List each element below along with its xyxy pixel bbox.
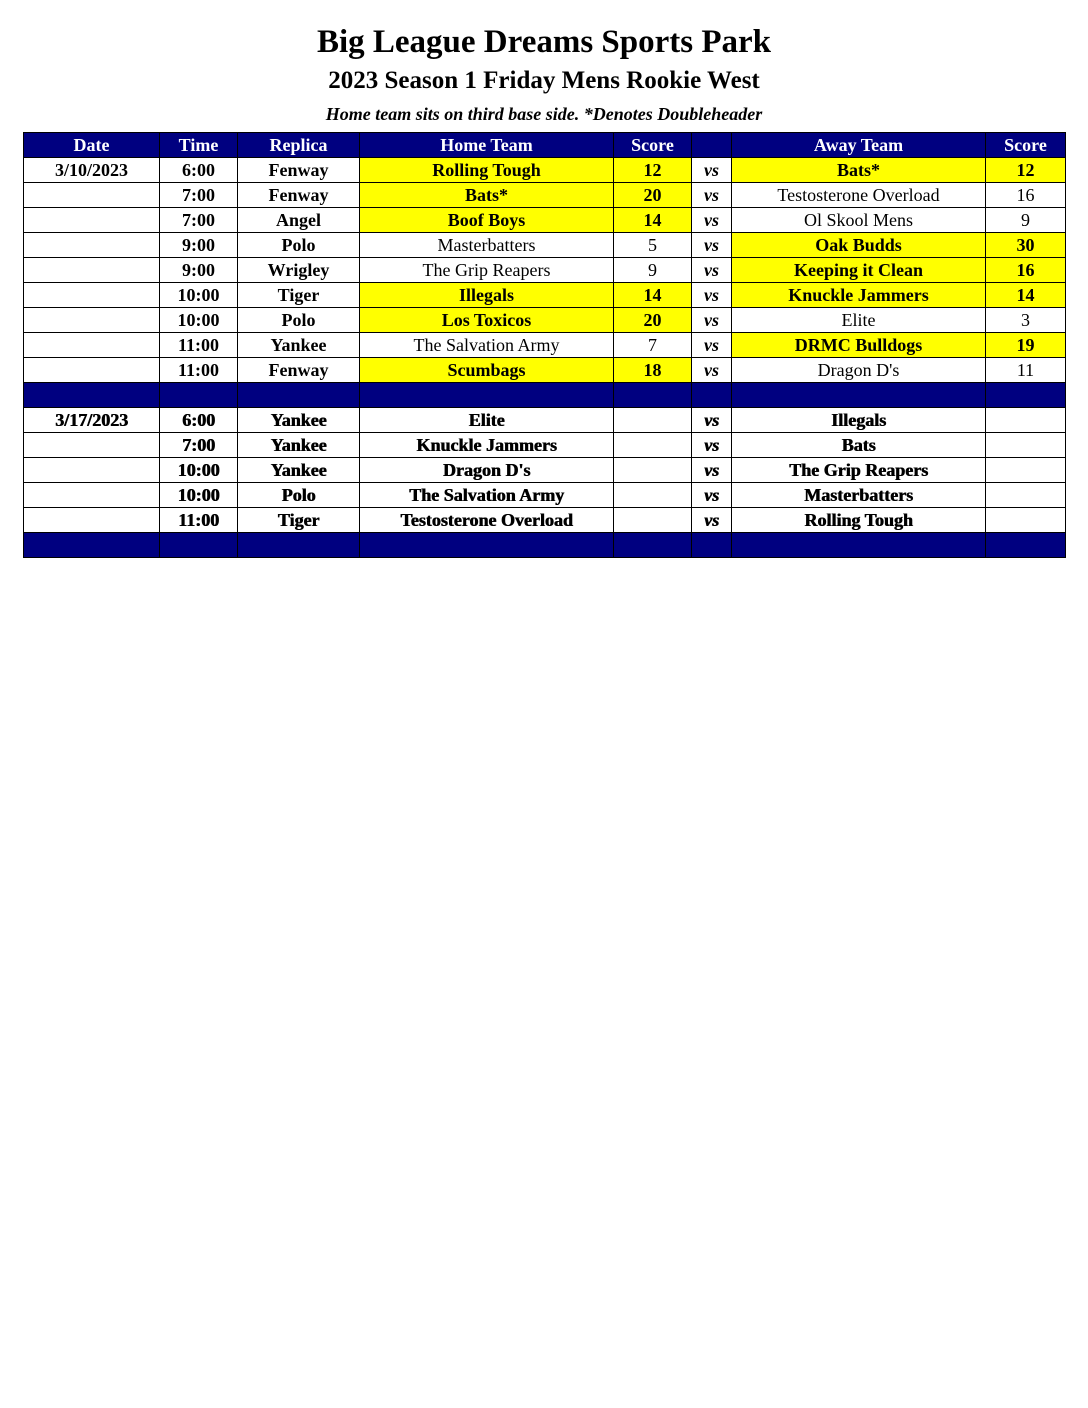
- divider-cell: [238, 383, 360, 408]
- home-team-cell: The Grip Reapers: [360, 258, 614, 283]
- col-header-away-team: Away Team: [732, 133, 986, 158]
- home-score-cell: 5: [614, 233, 692, 258]
- schedule-body: [24, 158, 1066, 558]
- vs-cell: vs: [692, 258, 732, 283]
- date-cell: [24, 483, 160, 508]
- date-cell: [24, 508, 160, 533]
- date-cell: 3/10/2023: [24, 158, 160, 183]
- away-team-cell: Masterbatters: [732, 483, 986, 508]
- vs-cell: vs: [692, 408, 732, 433]
- away-team-cell: Testosterone Overload: [732, 183, 986, 208]
- away-team-cell: Dragon D's: [732, 358, 986, 383]
- home-score-cell: [614, 433, 692, 458]
- away-team-cell: Knuckle Jammers: [732, 283, 986, 308]
- col-header-away-score: Score: [986, 133, 1066, 158]
- home-team-cell: Los Toxicos: [360, 308, 614, 333]
- date-cell: [24, 333, 160, 358]
- home-team-cell: Rolling Tough: [360, 158, 614, 183]
- game-row: [24, 283, 1066, 308]
- game-row: [24, 433, 1066, 458]
- away-score-cell: [986, 458, 1066, 483]
- date-cell: [24, 183, 160, 208]
- game-row: [24, 458, 1066, 483]
- home-team-cell: Testosterone Overload: [360, 508, 614, 533]
- away-team-cell: Bats: [732, 433, 986, 458]
- vs-cell: vs: [692, 508, 732, 533]
- away-score-cell: [986, 508, 1066, 533]
- date-cell: [24, 433, 160, 458]
- divider-cell: [692, 383, 732, 408]
- date-cell: [24, 458, 160, 483]
- away-team-cell: Keeping it Clean: [732, 258, 986, 283]
- replica-cell: Yankee: [238, 458, 360, 483]
- col-header-home-team: Home Team: [360, 133, 614, 158]
- away-team-cell: Oak Budds: [732, 233, 986, 258]
- away-score-cell: 16: [986, 258, 1066, 283]
- away-team-cell: Rolling Tough: [732, 508, 986, 533]
- date-cell: 3/17/2023: [24, 408, 160, 433]
- replica-cell: Polo: [238, 233, 360, 258]
- home-score-cell: 18: [614, 358, 692, 383]
- away-score-cell: 19: [986, 333, 1066, 358]
- page-title: Big League Dreams Sports Park: [316, 24, 772, 60]
- home-score-cell: 20: [614, 183, 692, 208]
- home-team-cell: Dragon D's: [360, 458, 614, 483]
- divider-cell: [160, 383, 238, 408]
- game-row: [24, 158, 1066, 183]
- game-row: [24, 208, 1066, 233]
- away-score-cell: 3: [986, 308, 1066, 333]
- time-cell: 11:00: [160, 508, 238, 533]
- away-team-cell: Illegals: [732, 408, 986, 433]
- date-cell: [24, 358, 160, 383]
- replica-cell: Yankee: [238, 433, 360, 458]
- vs-cell: vs: [692, 483, 732, 508]
- time-cell: 6:00: [160, 158, 238, 183]
- time-cell: 11:00: [160, 358, 238, 383]
- vs-cell: vs: [692, 183, 732, 208]
- vs-cell: vs: [692, 433, 732, 458]
- home-team-cell: Elite: [360, 408, 614, 433]
- header-row: [24, 133, 1066, 158]
- date-cell: [24, 258, 160, 283]
- game-row: [24, 483, 1066, 508]
- time-cell: 10:00: [160, 458, 238, 483]
- divider-cell: [24, 533, 160, 558]
- time-cell: 6:00: [160, 408, 238, 433]
- time-cell: 7:00: [160, 208, 238, 233]
- away-score-cell: 30: [986, 233, 1066, 258]
- col-header-replica: Replica: [238, 133, 360, 158]
- time-cell: 9:00: [160, 233, 238, 258]
- divider-cell: [360, 533, 614, 558]
- date-cell: [24, 208, 160, 233]
- home-team-cell: Illegals: [360, 283, 614, 308]
- col-header-vs: [692, 133, 732, 158]
- col-header-home-score: Score: [614, 133, 692, 158]
- divider-cell: [732, 383, 986, 408]
- time-cell: 7:00: [160, 183, 238, 208]
- home-score-cell: 20: [614, 308, 692, 333]
- home-score-cell: 9: [614, 258, 692, 283]
- away-team-cell: DRMC Bulldogs: [732, 333, 986, 358]
- away-score-cell: 14: [986, 283, 1066, 308]
- home-team-cell: The Salvation Army: [360, 333, 614, 358]
- replica-cell: Fenway: [238, 183, 360, 208]
- divider-cell: [986, 383, 1066, 408]
- divider-cell: [614, 383, 692, 408]
- home-score-cell: [614, 508, 692, 533]
- divider-cell: [692, 533, 732, 558]
- date-cell: [24, 283, 160, 308]
- divider-cell: [986, 533, 1066, 558]
- away-score-cell: [986, 483, 1066, 508]
- away-score-cell: [986, 433, 1066, 458]
- col-header-date: Date: [24, 133, 160, 158]
- home-score-cell: [614, 408, 692, 433]
- home-score-cell: 14: [614, 283, 692, 308]
- home-score-cell: [614, 483, 692, 508]
- replica-cell: Yankee: [238, 408, 360, 433]
- vs-cell: vs: [692, 308, 732, 333]
- replica-cell: Polo: [238, 308, 360, 333]
- replica-cell: Yankee: [238, 333, 360, 358]
- away-score-cell: [986, 408, 1066, 433]
- vs-cell: vs: [692, 358, 732, 383]
- date-cell: [24, 233, 160, 258]
- home-team-cell: Scumbags: [360, 358, 614, 383]
- divider-cell: [360, 383, 614, 408]
- vs-cell: vs: [692, 333, 732, 358]
- vs-cell: vs: [692, 283, 732, 308]
- game-row: [24, 308, 1066, 333]
- away-score-cell: 16: [986, 183, 1066, 208]
- away-score-cell: 9: [986, 208, 1066, 233]
- game-row: [24, 183, 1066, 208]
- away-team-cell: Elite: [732, 308, 986, 333]
- divider-cell: [732, 533, 986, 558]
- vs-cell: vs: [692, 208, 732, 233]
- home-score-cell: [614, 458, 692, 483]
- time-cell: 9:00: [160, 258, 238, 283]
- time-cell: 10:00: [160, 283, 238, 308]
- home-team-cell: Knuckle Jammers: [360, 433, 614, 458]
- home-score-cell: 14: [614, 208, 692, 233]
- away-score-cell: 12: [986, 158, 1066, 183]
- replica-cell: Wrigley: [238, 258, 360, 283]
- game-row: [24, 233, 1066, 258]
- home-team-cell: Boof Boys: [360, 208, 614, 233]
- replica-cell: Fenway: [238, 158, 360, 183]
- vs-cell: vs: [692, 158, 732, 183]
- home-score-cell: 7: [614, 333, 692, 358]
- week-divider-row: [24, 383, 1066, 408]
- divider-cell: [238, 533, 360, 558]
- page-note: Home team sits on third base side. *Denotes Doubleheader: [325, 104, 763, 124]
- time-cell: 10:00: [160, 483, 238, 508]
- vs-cell: vs: [692, 458, 732, 483]
- divider-cell: [614, 533, 692, 558]
- col-header-time: Time: [160, 133, 238, 158]
- home-team-cell: Bats*: [360, 183, 614, 208]
- replica-cell: Tiger: [238, 283, 360, 308]
- home-score-cell: 12: [614, 158, 692, 183]
- date-cell: [24, 308, 160, 333]
- replica-cell: Fenway: [238, 358, 360, 383]
- game-row: [24, 508, 1066, 533]
- page-subtitle: 2023 Season 1 Friday Mens Rookie West: [328, 67, 760, 94]
- away-team-cell: Bats*: [732, 158, 986, 183]
- away-team-cell: The Grip Reapers: [732, 458, 986, 483]
- away-team-cell: Ol Skool Mens: [732, 208, 986, 233]
- game-row: [24, 408, 1066, 433]
- time-cell: 11:00: [160, 333, 238, 358]
- replica-cell: Tiger: [238, 508, 360, 533]
- replica-cell: Angel: [238, 208, 360, 233]
- game-row: [24, 333, 1066, 358]
- week-divider-row: [24, 533, 1066, 558]
- away-score-cell: 11: [986, 358, 1066, 383]
- home-team-cell: Masterbatters: [360, 233, 614, 258]
- replica-cell: Polo: [238, 483, 360, 508]
- divider-cell: [24, 383, 160, 408]
- divider-cell: [160, 533, 238, 558]
- game-row: [24, 258, 1066, 283]
- home-team-cell: The Salvation Army: [360, 483, 614, 508]
- game-row: [24, 358, 1066, 383]
- time-cell: 10:00: [160, 308, 238, 333]
- schedule-table: [23, 132, 1066, 558]
- time-cell: 7:00: [160, 433, 238, 458]
- vs-cell: vs: [692, 233, 732, 258]
